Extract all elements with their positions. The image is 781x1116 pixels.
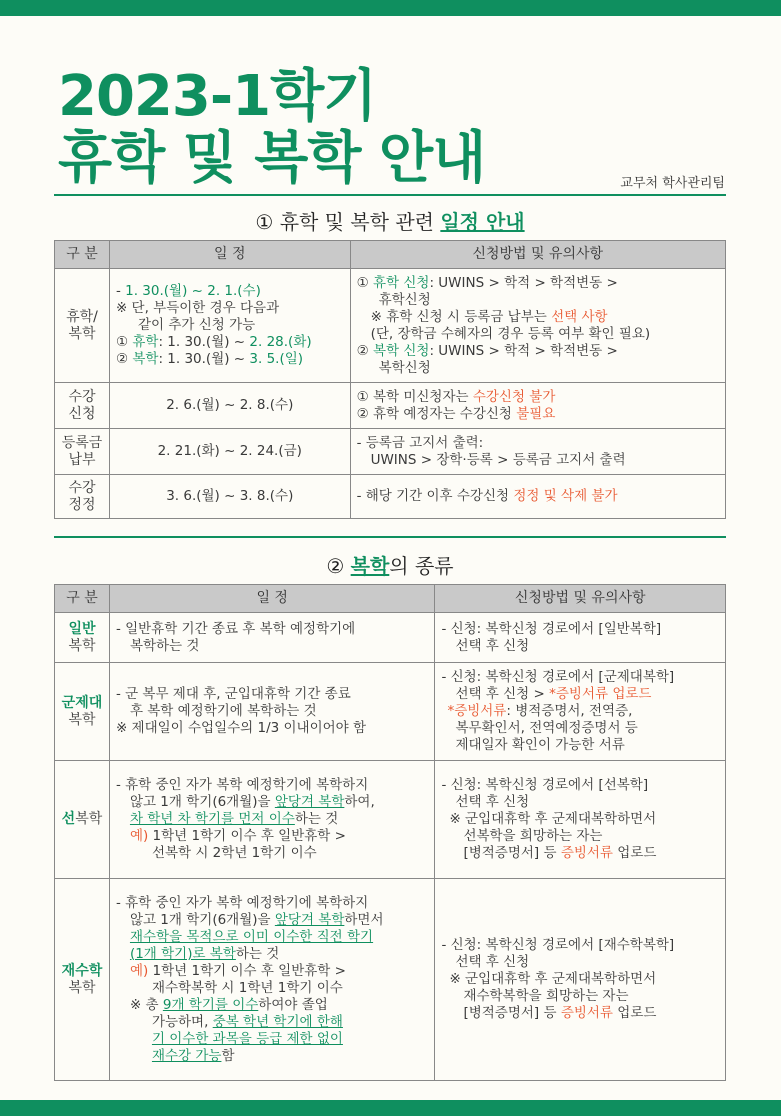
row-category: 군제대 복학: [55, 663, 110, 761]
row-notes: - 신청: 복학신청 경로에서 [선복학] 선택 후 신청 ※ 군입대휴학 후 군제대복학하면서 선복학을 희망하는 자는 [병적증명서] 등 증빙서류 업로드: [435, 761, 726, 879]
row-category: 일반 복학: [55, 613, 110, 663]
table-row: [55, 429, 726, 475]
table-row: [55, 269, 726, 383]
row-schedule: 2. 21.(화) ~ 2. 24.(금): [109, 429, 350, 475]
table-row: [55, 475, 726, 519]
row-notes: ① 휴학 신청: UWINS > 학적 > 학적변동 > 휴학신청 ※ 휴학 신청 시 등록금 납부는 선택 사항 (단, 장학금 수혜자의 경우 등록 여부 확인 필요) ② 복학 신청: UWINS > 학적 > 학적변동 > 복학신청: [350, 269, 725, 383]
department-label: 교무처 학사관리팀: [620, 176, 725, 191]
table-row: [55, 383, 726, 429]
row-category: 휴학/ 복학: [55, 269, 110, 383]
header-notes: 신청방법 및 유의사항: [350, 241, 725, 269]
bottom-bar: [0, 1100, 781, 1116]
section1-title: ① 휴학 및 복학 관련 일정 안내: [255, 210, 525, 234]
header-schedule: 일 정: [109, 241, 350, 269]
row-schedule: - 1. 30.(월) ~ 2. 1.(수) ※ 단, 부득이한 경우 다음과 같이 추가 신청 가능 ① 휴학: 1. 30.(월) ~ 2. 28.(화) ② 복학: 1. 30.(월) ~ 3. 5.(일): [109, 269, 350, 383]
table-header-row: [55, 585, 726, 613]
row-category: 선복학: [55, 761, 110, 879]
row-category: 수강 신청: [55, 383, 110, 429]
schedule-table: [54, 240, 726, 519]
section2-title: ② 복학의 종류: [326, 554, 454, 578]
return-types-table: [54, 584, 726, 1081]
top-bar: [0, 0, 781, 16]
row-schedule: - 군 복무 제대 후, 군입대휴학 기간 종료 후 복학 예정학기에 복학하는 것 ※ 제대일이 수업일수의 1/3 이내이어야 함: [109, 663, 435, 761]
divider: [54, 536, 726, 538]
row-notes: ① 복학 미신청자는 수강신청 불가 ② 휴학 예정자는 수강신청 불필요: [350, 383, 725, 429]
table-row: [55, 879, 726, 1081]
table-row: [55, 663, 726, 761]
row-notes: - 해당 기간 이후 수강신청 정정 및 삭제 불가: [350, 475, 725, 519]
header-category: 구 분: [55, 241, 110, 269]
row-notes: - 신청: 복학신청 경로에서 [군제대복학] 선택 후 신청 > *증빙서류 업로드 *증빙서류: 병적증명서, 전역증, 복무확인서, 전역예정증명서 등 제대일자 확인이 가능한 서류: [435, 663, 726, 761]
row-category: 수강 정정: [55, 475, 110, 519]
row-schedule: 3. 6.(월) ~ 3. 8.(수): [109, 475, 350, 519]
row-notes: - 신청: 복학신청 경로에서 [일반복학] 선택 후 신청: [435, 613, 726, 663]
table-header-row: [55, 241, 726, 269]
header-category: 구 분: [55, 585, 110, 613]
row-notes: - 등록금 고지서 출력: UWINS > 장학·등록 > 등록금 고지서 출력: [350, 429, 725, 475]
title-line-1: 2023-1학기: [58, 64, 377, 129]
header-schedule: 일 정: [109, 585, 435, 613]
row-schedule: - 휴학 중인 자가 복학 예정학기에 복학하지 않고 1개 학기(6개월)을 앞당겨 복학하여, 차 학년 차 학기를 먼저 이수하는 것 예) 1학년 1학기 이수 후 일반휴학 > 선복학 시 2학년 1학기 이수: [109, 761, 435, 879]
row-notes: - 신청: 복학신청 경로에서 [재수학복학] 선택 후 신청 ※ 군입대휴학 후 군제대복학하면서 재수학복학을 희망하는 자는 [병적증명서] 등 증빙서류 업로드: [435, 879, 726, 1081]
table-row: [55, 761, 726, 879]
row-category: 등록금 납부: [55, 429, 110, 475]
title-line-2: 휴학 및 복학 안내: [58, 126, 486, 191]
row-schedule: - 휴학 중인 자가 복학 예정학기에 복학하지 않고 1개 학기(6개월)을 앞당겨 복학하면서 재수학을 목적으로 이미 이수한 직전 학기 (1개 학기)로 복학하는 것 예) 1학년 1학기 이수 후 일반휴학 > 재수학복학 시 1학년 1학기 이수 ※ 총 9개 학기를 이수하여야 졸업 가능하며, 중복 학년 학기에 한해 기 이수한 과목을 등급 제한 없이 재수강 가능함: [109, 879, 435, 1081]
page-title: [58, 66, 485, 190]
table-row: [55, 613, 726, 663]
divider: [54, 194, 726, 196]
row-schedule: 2. 6.(월) ~ 2. 8.(수): [109, 383, 350, 429]
row-schedule: - 일반휴학 기간 종료 후 복학 예정학기에 복학하는 것: [109, 613, 435, 663]
row-category: 재수학 복학: [55, 879, 110, 1081]
header-notes: 신청방법 및 유의사항: [435, 585, 726, 613]
